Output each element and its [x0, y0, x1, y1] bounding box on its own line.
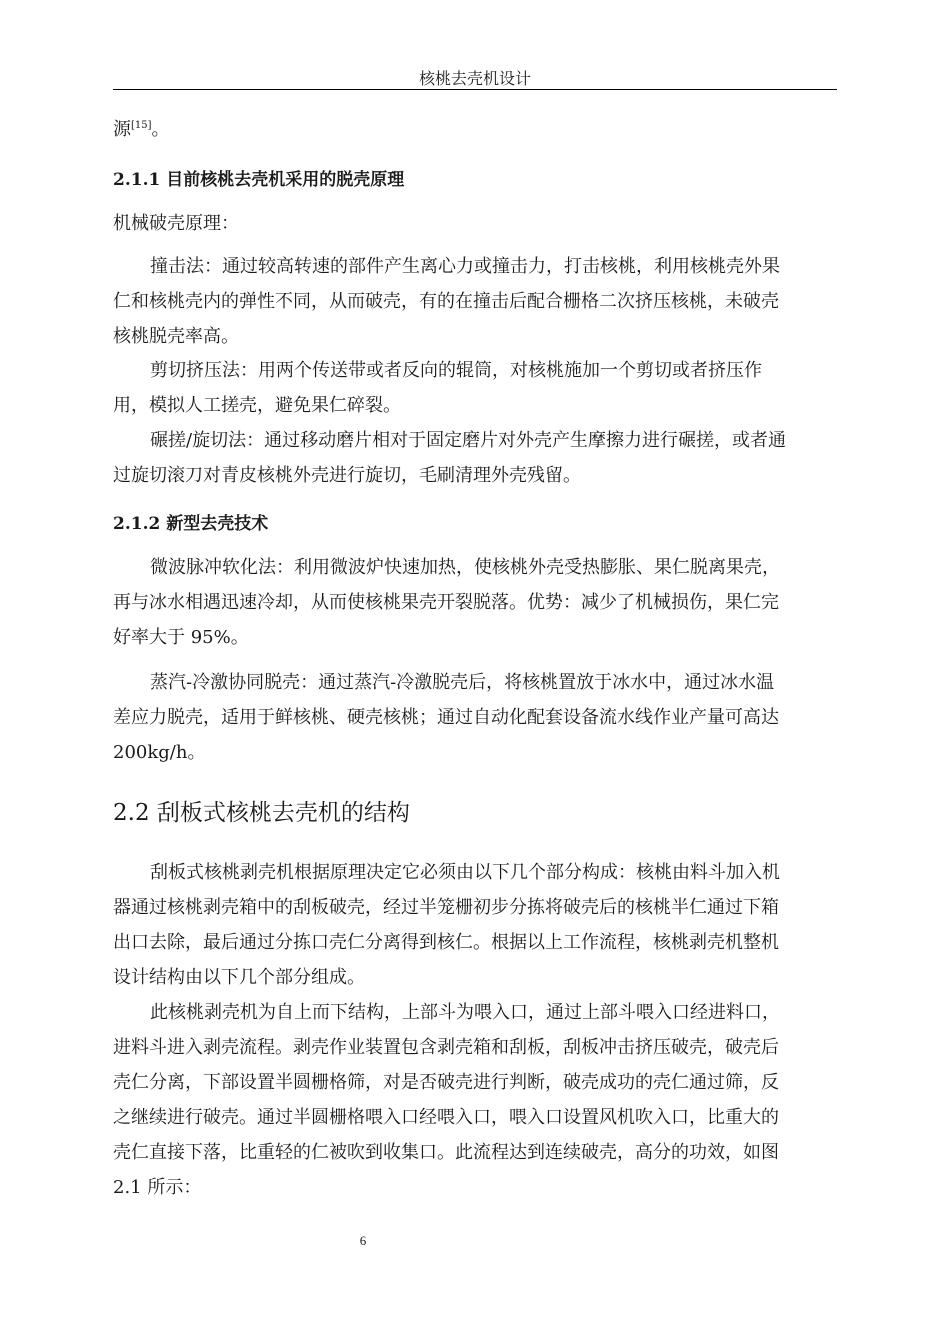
paragraph-line: 之继续进行破壳。通过半圆栅格喂入口经喂入口，喂入口设置风机吹入口，比重大的 [113, 1107, 779, 1128]
paragraph-line: 再与冰水相遇迅速冷却，从而使核桃果壳开裂脱落。优势：减少了机械损伤，果仁完 [113, 592, 779, 613]
paragraph-line: 仁和核桃壳内的弹性不同，从而破壳，有的在撞击后配合栅格二次挤压核桃，未破壳 [113, 291, 779, 312]
section-heading-2-1-2: 2.1.2 新型去壳技术 [113, 514, 269, 534]
page-number: 6 [359, 1233, 367, 1248]
paragraph-line: 碾搓/旋切法：通过移动磨片相对于固定磨片对外壳产生摩擦力进行碾搓，或者通 [150, 430, 787, 451]
paragraph-line: 蒸汽-冷激协同脱壳：通过蒸汽-冷激脱壳后，将核桃置放于冰水中，通过冰水温 [150, 672, 775, 693]
citation-marker: [15] [131, 120, 152, 131]
paragraph-line: 好率大于 95%。 [113, 627, 249, 648]
paragraph-line: 壳仁分离，下部设置半圆栅格筛，对是否破壳进行判断，破壳成功的壳仁通过筛，反 [113, 1072, 779, 1093]
paragraph-line: 剪切挤压法：用两个传送带或者反向的辊筒，对核桃施加一个剪切或者挤压作 [150, 360, 762, 381]
paragraph-line: 差应力脱壳，适用于鲜核桃、硬壳核桃；通过自动化配套设备流水线作业产量可高达 [113, 707, 779, 728]
carryover-punct: 。 [151, 119, 170, 140]
paragraph-line: 刮板式核桃剥壳机根据原理决定它必须由以下几个部分构成：核桃由料斗加入机 [150, 862, 780, 883]
paragraph-line: 此核桃剥壳机为自上而下结构，上部斗为喂入口，通过上部斗喂入口经进料口， [150, 1002, 780, 1023]
paragraph-line: 出口去除，最后通过分拣口壳仁分离得到核仁。根据以上工作流程，核桃剥壳机整机 [113, 932, 779, 953]
paragraph-line: 200kg/h。 [113, 742, 206, 763]
paragraph-line: 微波脉冲软化法：利用微波炉快速加热，使核桃外壳受热膨胀、果仁脱离果壳， [150, 557, 780, 578]
running-header-title: 核桃去壳机设计 [418, 69, 531, 88]
paragraph-line: 器通过核桃剥壳箱中的刮板破壳，经过半笼栅初步分拣将破壳后的核桃半仁通过下箱 [113, 897, 779, 918]
section-heading-2-2: 2.2 刮板式核桃去壳机的结构 [113, 800, 410, 826]
paragraph-line: 2.1 所示： [113, 1177, 202, 1198]
carryover-text: 源 [113, 119, 131, 140]
paragraph-line: 进料斗进入剥壳流程。剥壳作业装置包含剥壳箱和刮板，刮板冲击挤压破壳，破壳后 [113, 1037, 779, 1058]
paragraph-line: 撞击法：通过较高转速的部件产生离心力或撞击力，打击核桃，利用核桃壳外果 [150, 256, 780, 277]
lead-line: 机械破壳原理： [113, 213, 239, 234]
paragraph-line: 核桃脱壳率高。 [113, 326, 239, 347]
paragraph-line: 过旋切滚刀对青皮核桃外壳进行旋切，毛刷清理外壳残留。 [113, 465, 581, 486]
section-heading-2-1-1: 2.1.1 目前核桃去壳机采用的脱壳原理 [113, 170, 405, 190]
paragraph-line: 用，模拟人工搓壳，避免果仁碎裂。 [113, 395, 401, 416]
carryover-line [113, 117, 170, 143]
header-divider [113, 89, 837, 90]
paragraph-line: 设计结构由以下几个部分组成。 [113, 967, 365, 988]
paragraph-line: 壳仁直接下落，比重轻的仁被吹到收集口。此流程达到连续破壳，高分的功效，如图 [113, 1142, 779, 1163]
